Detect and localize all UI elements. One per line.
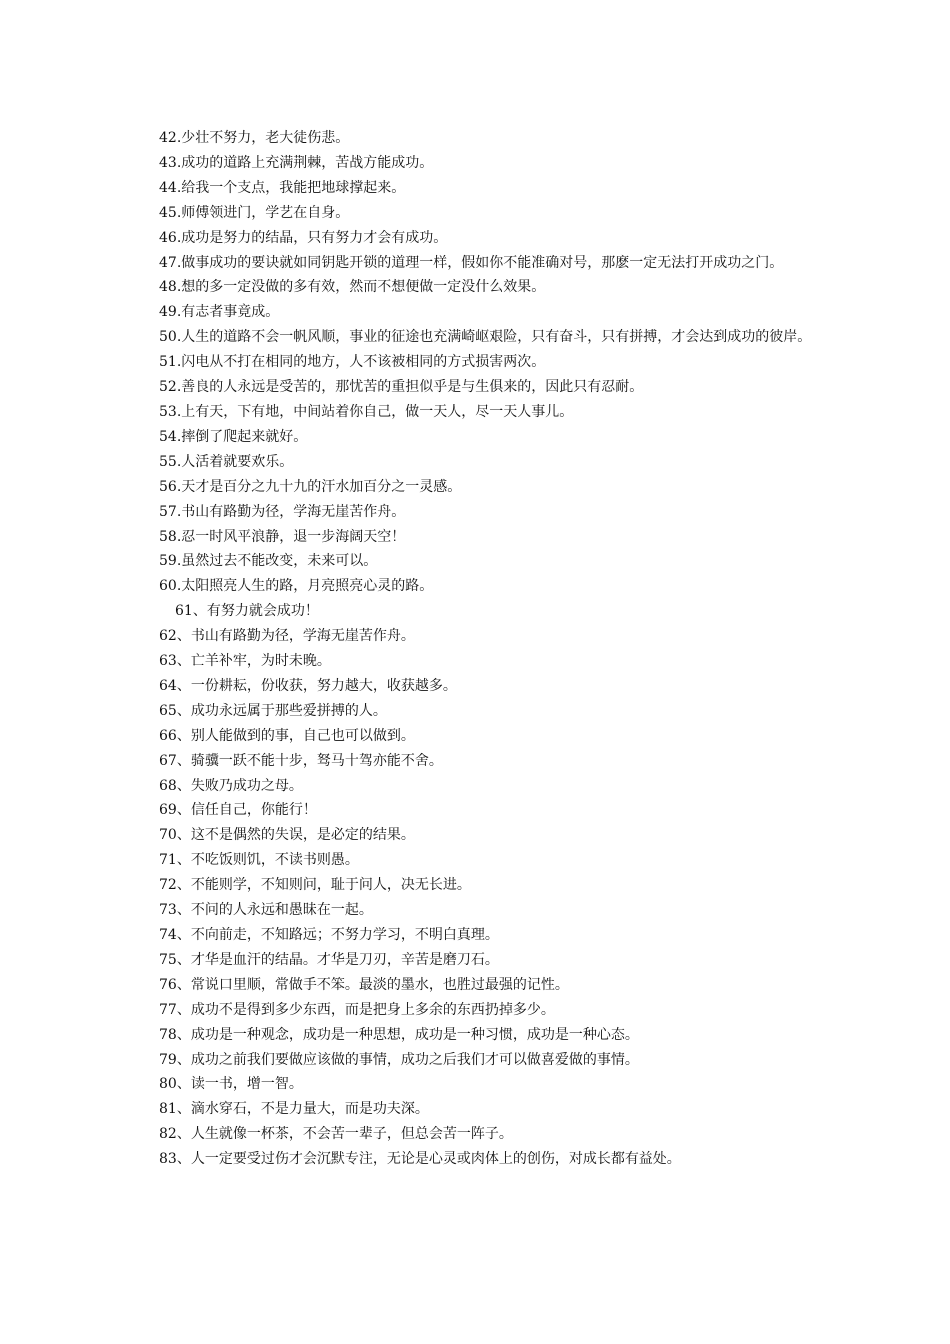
list-item: 78、成功是一种观念，成功是一种思想，成功是一种习惯，成功是一种心态。 bbox=[159, 1026, 639, 1043]
list-item: 49.有志者事竟成。 bbox=[159, 304, 280, 321]
list-item: 81、滴水穿石，不是力量大，而是功夫深。 bbox=[159, 1101, 429, 1118]
list-item: 60.太阳照亮人生的路，月亮照亮心灵的路。 bbox=[159, 578, 434, 595]
list-item: 80、读一书，增一智。 bbox=[159, 1076, 303, 1093]
list-item: 76、常说口里顺，常做手不笨。最淡的墨水，也胜过最强的记性。 bbox=[159, 976, 569, 993]
list-item: 58.忍一时风平浪静，退一步海阔天空！ bbox=[159, 528, 406, 545]
list-item: 53.上有天，下有地，中间站着你自己，做一天人，尽一天人事儿。 bbox=[159, 403, 574, 420]
list-item: 46.成功是努力的结晶，只有努力才会有成功。 bbox=[159, 229, 448, 246]
list-item: 72、不能则学，不知则问，耻于问人，决无长进。 bbox=[159, 877, 471, 894]
list-item: 44.给我一个支点，我能把地球撑起来。 bbox=[159, 179, 406, 196]
list-item: 61、有努力就会成功！ bbox=[175, 603, 319, 620]
list-item: 64、一份耕耘，份收获，努力越大，收获越多。 bbox=[159, 677, 457, 694]
list-item: 43.成功的道路上充满荆棘，苦战方能成功。 bbox=[159, 154, 434, 171]
list-item: 70、这不是偶然的失误，是必定的结果。 bbox=[159, 827, 415, 844]
quote-list bbox=[145, 126, 815, 1172]
list-item: 51.闪电从不打在相同的地方，人不该被相同的方式损害两次。 bbox=[159, 354, 546, 371]
list-item: 73、不问的人永远和愚昧在一起。 bbox=[159, 902, 373, 919]
list-item: 69、信任自己，你能行！ bbox=[159, 802, 317, 819]
list-item: 45.师傅领进门，学艺在自身。 bbox=[159, 204, 350, 221]
list-item: 83、人一定要受过伤才会沉默专注，无论是心灵或肉体上的创伤，对成长都有益处。 bbox=[159, 1151, 681, 1168]
list-item: 56.天才是百分之九十九的汗水加百分之一灵感。 bbox=[159, 478, 462, 495]
list-item: 57.书山有路勤为径，学海无崖苦作舟。 bbox=[159, 503, 406, 520]
list-item: 42.少壮不努力，老大徒伤悲。 bbox=[159, 130, 350, 146]
list-item: 67、骑骥一跃不能十步，驽马十驾亦能不舍。 bbox=[159, 752, 443, 769]
list-item: 71、不吃饭则饥，不读书则愚。 bbox=[159, 852, 359, 869]
list-item: 66、别人能做到的事，自己也可以做到。 bbox=[159, 727, 415, 744]
list-item: 74、不向前走，不知路远；不努力学习，不明白真理。 bbox=[159, 927, 499, 943]
list-item: 79、成功之前我们要做应该做的事情，成功之后我们才可以做喜爱做的事情。 bbox=[159, 1051, 639, 1068]
list-item: 47.做事成功的要诀就如同钥匙开锁的道理一样，假如你不能准确对号，那麽一定无法打开成功之门。 bbox=[159, 254, 784, 271]
list-item: 77、成功不是得到多少东西，而是把身上多余的东西扔掉多少。 bbox=[159, 1001, 555, 1018]
list-item: 65、成功永远属于那些爱拼搏的人。 bbox=[159, 702, 387, 719]
list-item: 54.摔倒了爬起来就好。 bbox=[159, 428, 308, 445]
list-item: 63、亡羊补牢，为时未晚。 bbox=[159, 653, 331, 670]
list-item: 62、书山有路勤为径，学海无崖苦作舟。 bbox=[159, 628, 415, 645]
list-item: 59.虽然过去不能改变，未来可以。 bbox=[159, 553, 378, 570]
list-item: 52.善良的人永远是受苦的，那忧苦的重担似乎是与生俱来的，因此只有忍耐。 bbox=[159, 379, 644, 396]
list-item: 75、才华是血汗的结晶。才华是刀刃，辛苦是磨刀石。 bbox=[159, 951, 499, 968]
list-item: 50.人生的道路不会一帆风顺，事业的征途也充满崎岖艰险，只有奋斗，只有拼搏，才会达到成功的彼岸。 bbox=[159, 329, 812, 346]
list-item: 48.想的多一定没做的多有效，然而不想便做一定没什么效果。 bbox=[159, 279, 546, 296]
list-item: 55.人活着就要欢乐。 bbox=[159, 453, 294, 470]
list-item: 82、人生就像一杯茶，不会苦一辈子，但总会苦一阵子。 bbox=[159, 1126, 513, 1143]
list-item: 68、失败乃成功之母。 bbox=[159, 777, 303, 794]
